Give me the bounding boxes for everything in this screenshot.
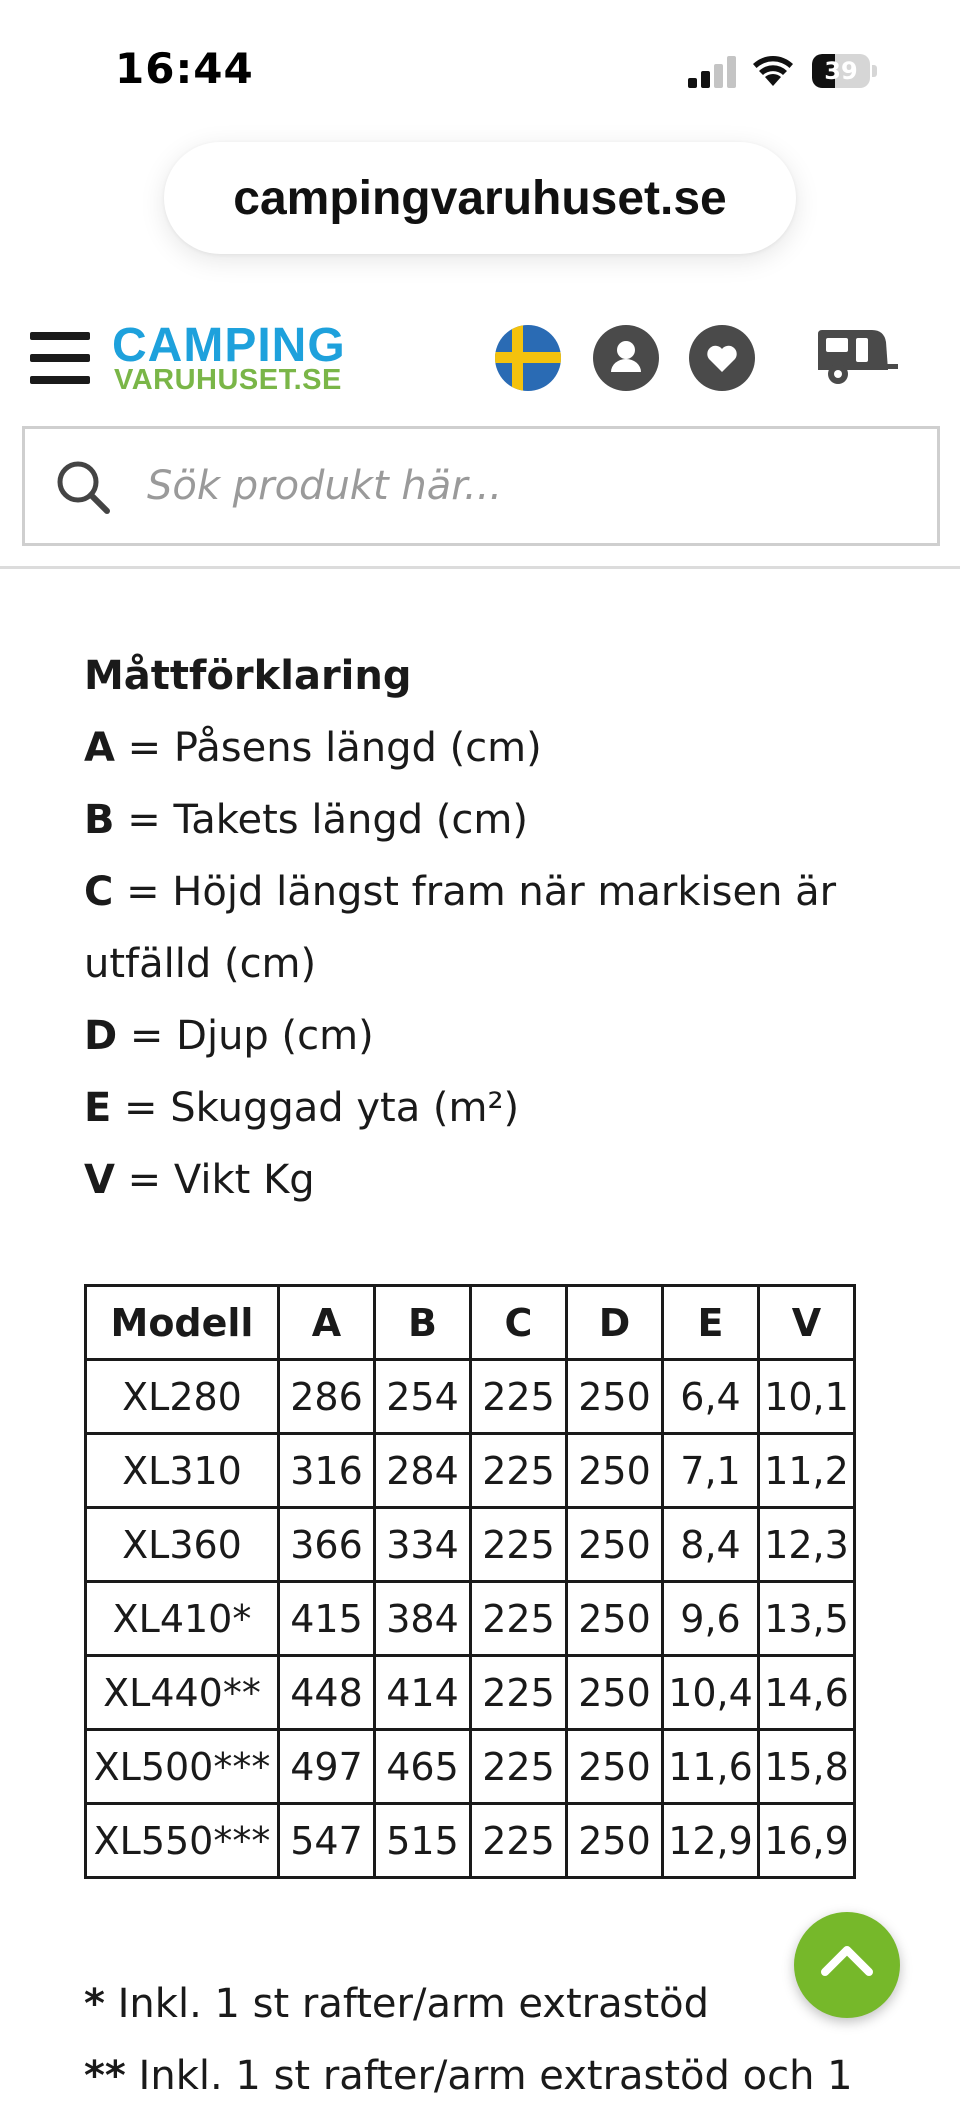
wifi-icon bbox=[752, 54, 794, 88]
scroll-to-top-button[interactable] bbox=[794, 1912, 900, 2018]
table-cell: 11,6 bbox=[663, 1730, 759, 1804]
table-header-row bbox=[86, 1286, 855, 1360]
search-bar[interactable] bbox=[22, 426, 940, 546]
table-cell: 414 bbox=[375, 1656, 471, 1730]
table-header: A bbox=[279, 1286, 375, 1360]
footnote: * Inkl. 1 st rafter/arm extrastöd bbox=[84, 1981, 709, 2027]
table-cell: 10,1 bbox=[759, 1360, 855, 1434]
measurement-legend bbox=[84, 640, 884, 1216]
table-cell: 334 bbox=[375, 1508, 471, 1582]
legend-item: C = Höjd längst fram när markisen är utfälld (cm) bbox=[84, 869, 837, 987]
table-cell: 225 bbox=[471, 1360, 567, 1434]
table-row bbox=[86, 1730, 855, 1804]
heart-icon[interactable] bbox=[688, 324, 756, 392]
hamburger-menu-icon[interactable] bbox=[30, 330, 90, 386]
table-row bbox=[86, 1582, 855, 1656]
table-cell: 250 bbox=[567, 1360, 663, 1434]
model-cell: XL360 bbox=[86, 1508, 279, 1582]
search-icon[interactable] bbox=[53, 457, 113, 517]
table-header: V bbox=[759, 1286, 855, 1360]
table-cell: 6,4 bbox=[663, 1360, 759, 1434]
table-header: Modell bbox=[86, 1286, 279, 1360]
table-cell: 10,4 bbox=[663, 1656, 759, 1730]
site-logo[interactable] bbox=[112, 319, 412, 396]
header-divider bbox=[0, 566, 960, 569]
search-input[interactable] bbox=[145, 449, 909, 523]
model-cell: XL310 bbox=[86, 1434, 279, 1508]
table-cell: 225 bbox=[471, 1656, 567, 1730]
table-cell: 515 bbox=[375, 1804, 471, 1878]
table-cell: 7,1 bbox=[663, 1434, 759, 1508]
table-cell: 12,9 bbox=[663, 1804, 759, 1878]
spec-table bbox=[84, 1284, 856, 1879]
table-cell: 250 bbox=[567, 1508, 663, 1582]
table-cell: 415 bbox=[279, 1582, 375, 1656]
table-cell: 384 bbox=[375, 1582, 471, 1656]
legend-item: A = Påsens längd (cm) bbox=[84, 725, 542, 771]
table-cell: 225 bbox=[471, 1730, 567, 1804]
table-cell: 316 bbox=[279, 1434, 375, 1508]
table-cell: 366 bbox=[279, 1508, 375, 1582]
table-cell: 9,6 bbox=[663, 1582, 759, 1656]
cellular-signal-icon bbox=[688, 56, 738, 88]
table-cell: 14,6 bbox=[759, 1656, 855, 1730]
battery-icon bbox=[812, 54, 878, 88]
legend-item: E = Skuggad yta (m²) bbox=[84, 1085, 520, 1131]
table-row bbox=[86, 1508, 855, 1582]
model-cell: XL280 bbox=[86, 1360, 279, 1434]
table-cell: 225 bbox=[471, 1804, 567, 1878]
table-cell: 250 bbox=[567, 1434, 663, 1508]
table-cell: 448 bbox=[279, 1656, 375, 1730]
table-cell: 284 bbox=[375, 1434, 471, 1508]
logo-text-bottom: VARUHUSET.SE bbox=[114, 364, 342, 396]
model-cell: XL440** bbox=[86, 1656, 279, 1730]
table-header: D bbox=[567, 1286, 663, 1360]
table-cell: 547 bbox=[279, 1804, 375, 1878]
logo-text-top: CAMPING bbox=[112, 319, 346, 372]
legend-item: D = Djup (cm) bbox=[84, 1013, 374, 1059]
legend-item: V = Vikt Kg bbox=[84, 1157, 315, 1203]
caravan-cart-icon[interactable] bbox=[814, 326, 898, 390]
user-icon[interactable] bbox=[592, 324, 660, 392]
table-cell: 250 bbox=[567, 1804, 663, 1878]
section-title: Måttförklaring bbox=[84, 653, 412, 699]
table-cell: 250 bbox=[567, 1730, 663, 1804]
table-cell: 11,2 bbox=[759, 1434, 855, 1508]
model-cell: XL550*** bbox=[86, 1804, 279, 1878]
table-row bbox=[86, 1656, 855, 1730]
table-cell: 465 bbox=[375, 1730, 471, 1804]
battery-percentage: 39 bbox=[824, 57, 858, 85]
model-cell: XL410* bbox=[86, 1582, 279, 1656]
table-row bbox=[86, 1804, 855, 1878]
url-text: campingvaruhuset.se bbox=[233, 171, 727, 225]
table-cell: 250 bbox=[567, 1656, 663, 1730]
table-row bbox=[86, 1434, 855, 1508]
model-cell: XL500*** bbox=[86, 1730, 279, 1804]
table-header: E bbox=[663, 1286, 759, 1360]
table-cell: 286 bbox=[279, 1360, 375, 1434]
table-header: C bbox=[471, 1286, 567, 1360]
chevron-up-icon bbox=[819, 1940, 875, 1980]
table-row bbox=[86, 1360, 855, 1434]
status-time: 16:44 bbox=[115, 44, 254, 93]
table-cell: 16,9 bbox=[759, 1804, 855, 1878]
table-cell: 13,5 bbox=[759, 1582, 855, 1656]
table-cell: 225 bbox=[471, 1582, 567, 1656]
table-cell: 8,4 bbox=[663, 1508, 759, 1582]
table-cell: 15,8 bbox=[759, 1730, 855, 1804]
footnote: ** Inkl. 1 st rafter/arm extrastöd och 1 bbox=[84, 2053, 853, 2099]
table-header: B bbox=[375, 1286, 471, 1360]
table-cell: 497 bbox=[279, 1730, 375, 1804]
table-cell: 225 bbox=[471, 1508, 567, 1582]
table-cell: 254 bbox=[375, 1360, 471, 1434]
footnotes bbox=[84, 1968, 924, 2112]
table-cell: 225 bbox=[471, 1434, 567, 1508]
legend-item: B = Takets längd (cm) bbox=[84, 797, 528, 843]
address-bar[interactable] bbox=[164, 142, 796, 254]
table-cell: 12,3 bbox=[759, 1508, 855, 1582]
table-cell: 250 bbox=[567, 1582, 663, 1656]
status-bar bbox=[0, 0, 960, 140]
swedish-flag-icon[interactable] bbox=[494, 324, 562, 392]
